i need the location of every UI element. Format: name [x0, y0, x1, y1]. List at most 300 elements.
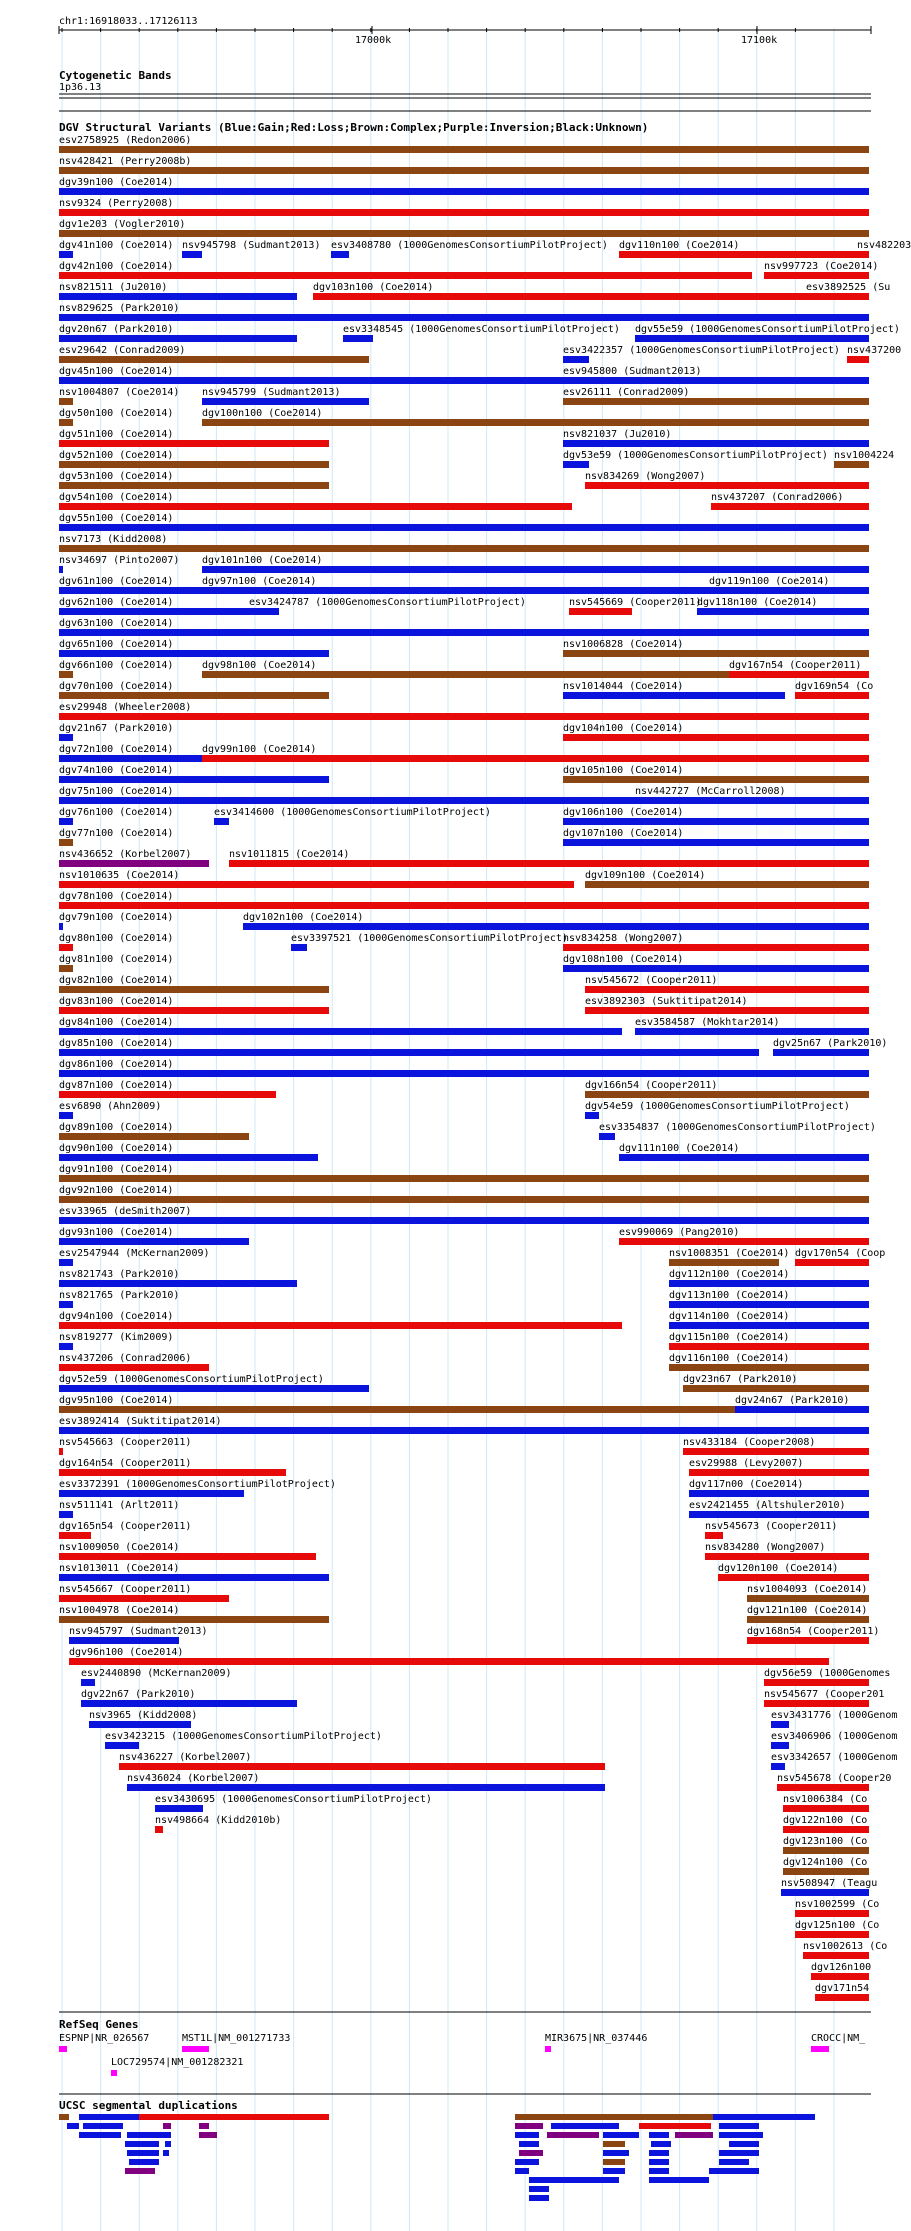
dgv-feature-label[interactable]: dgv102n100 (Coe2014) — [243, 912, 364, 923]
segdup-feature[interactable] — [639, 2123, 711, 2129]
segdup-feature[interactable] — [603, 2168, 625, 2174]
dgv-feature-label[interactable]: dgv84n100 (Coe2014) — [59, 1017, 174, 1028]
dgv-feature-bar[interactable] — [59, 650, 329, 657]
dgv-feature-label[interactable]: dgv56e59 (1000Genomes — [764, 1668, 891, 1679]
segdup-feature[interactable] — [125, 2141, 159, 2147]
dgv-feature-label[interactable]: nsv498664 (Kidd2010b) — [155, 1815, 282, 1826]
dgv-feature-label[interactable]: dgv99n100 (Coe2014) — [202, 744, 317, 755]
dgv-feature-label[interactable]: dgv106n100 (Coe2014) — [563, 807, 684, 818]
dgv-feature-label[interactable]: dgv120n100 (Coe2014) — [718, 1563, 839, 1574]
dgv-feature-bar[interactable] — [59, 1175, 869, 1182]
dgv-feature-bar[interactable] — [771, 1742, 789, 1749]
dgv-feature-label[interactable]: nsv1008351 (Coe2014) — [669, 1248, 790, 1259]
dgv-feature-label[interactable]: nsv545663 (Cooper2011) — [59, 1437, 192, 1448]
segdup-feature[interactable] — [603, 2159, 625, 2165]
dgv-feature-label[interactable]: dgv125n100 (Co — [795, 1920, 880, 1931]
dgv-feature-bar[interactable] — [697, 608, 869, 615]
dgv-feature-bar[interactable] — [59, 167, 869, 174]
dgv-feature-label[interactable]: nsv821037 (Ju2010) — [563, 429, 672, 440]
dgv-feature-bar[interactable] — [569, 608, 632, 615]
dgv-feature-bar[interactable] — [59, 524, 869, 531]
dgv-feature-label[interactable]: esv3348545 (1000GenomesConsortiumPilotProject) — [343, 324, 620, 335]
dgv-feature-bar[interactable] — [59, 209, 869, 216]
dgv-feature-label[interactable]: nsv834258 (Wong2007) — [563, 933, 684, 944]
dgv-feature-label[interactable]: esv3354837 (1000GenomesConsortiumPilotProject) — [599, 1122, 876, 1133]
dgv-feature-label[interactable]: nsv821743 (Park2010) — [59, 1269, 180, 1280]
dgv-feature-label[interactable]: dgv164n54 (Cooper2011) — [59, 1458, 192, 1469]
segdup-feature[interactable] — [719, 2132, 763, 2138]
dgv-feature-label[interactable]: esv3424787 (1000GenomesConsortiumPilotProject) — [249, 597, 526, 608]
dgv-feature-label[interactable]: dgv89n100 (Coe2014) — [59, 1122, 174, 1133]
dgv-feature-bar[interactable] — [155, 1826, 163, 1833]
dgv-feature-bar[interactable] — [59, 860, 209, 867]
refseq-gene-label[interactable]: CROCC|NM_ — [811, 2033, 866, 2044]
dgv-feature-label[interactable]: dgv39n100 (Coe2014) — [59, 177, 174, 188]
dgv-feature-label[interactable]: nsv437200 — [847, 345, 902, 356]
segdup-feature[interactable] — [649, 2132, 669, 2138]
segdup-feature[interactable] — [529, 2177, 619, 2183]
segdup-feature[interactable] — [127, 2132, 163, 2138]
dgv-feature-label[interactable]: nsv545669 (Cooper2011) — [569, 597, 702, 608]
dgv-feature-label[interactable]: dgv115n100 (Coe2014) — [669, 1332, 790, 1343]
dgv-feature-bar[interactable] — [563, 377, 869, 384]
segdup-feature[interactable] — [163, 2132, 171, 2138]
dgv-feature-bar[interactable] — [683, 1385, 869, 1392]
dgv-feature-bar[interactable] — [59, 1091, 276, 1098]
dgv-feature-label[interactable]: esv29642 (Conrad2009) — [59, 345, 186, 356]
dgv-feature-label[interactable]: dgv92n100 (Coe2014) — [59, 1185, 174, 1196]
dgv-feature-label[interactable]: dgv98n100 (Coe2014) — [202, 660, 317, 671]
segdup-feature[interactable] — [719, 2150, 759, 2156]
dgv-feature-label[interactable]: esv3406906 (1000Genom — [771, 1731, 898, 1742]
dgv-feature-label[interactable]: dgv66n100 (Coe2014) — [59, 660, 174, 671]
dgv-feature-bar[interactable] — [59, 1595, 229, 1602]
dgv-feature-bar[interactable] — [59, 1574, 329, 1581]
dgv-feature-bar[interactable] — [806, 293, 869, 300]
dgv-feature-label[interactable]: esv29948 (Wheeler2008) — [59, 702, 192, 713]
dgv-feature-bar[interactable] — [711, 503, 869, 510]
dgv-feature-label[interactable]: dgv82n100 (Coe2014) — [59, 975, 174, 986]
dgv-feature-bar[interactable] — [747, 1595, 869, 1602]
dgv-feature-label[interactable]: dgv169n54 (Co — [795, 681, 874, 692]
dgv-feature-label[interactable]: dgv86n100 (Coe2014) — [59, 1059, 174, 1070]
dgv-feature-bar[interactable] — [585, 1007, 869, 1014]
segdup-feature[interactable] — [515, 2159, 539, 2165]
dgv-feature-bar[interactable] — [635, 1028, 869, 1035]
segdup-feature[interactable] — [551, 2123, 619, 2129]
refseq-gene-glyph[interactable] — [182, 2046, 209, 2052]
dgv-feature-bar[interactable] — [59, 398, 73, 405]
dgv-feature-bar[interactable] — [59, 902, 869, 909]
dgv-feature-label[interactable]: dgv93n100 (Coe2014) — [59, 1227, 174, 1238]
dgv-feature-bar[interactable] — [59, 776, 329, 783]
dgv-feature-bar[interactable] — [59, 1070, 869, 1077]
dgv-feature-label[interactable]: esv2547944 (McKernan2009) — [59, 1248, 210, 1259]
dgv-feature-label[interactable]: dgv110n100 (Coe2014) — [619, 240, 740, 251]
dgv-feature-label[interactable]: esv2421455 (Altshuler2010) — [689, 1500, 846, 1511]
dgv-feature-bar[interactable] — [705, 1532, 723, 1539]
dgv-feature-bar[interactable] — [619, 251, 869, 258]
dgv-feature-bar[interactable] — [343, 335, 373, 342]
dgv-feature-label[interactable]: dgv104n100 (Coe2014) — [563, 723, 684, 734]
dgv-feature-bar[interactable] — [59, 272, 752, 279]
dgv-feature-label[interactable]: nsv1004807 (Coe2014) — [59, 387, 180, 398]
dgv-feature-bar[interactable] — [59, 923, 63, 930]
dgv-feature-bar[interactable] — [202, 755, 869, 762]
dgv-feature-label[interactable]: nsv829625 (Park2010) — [59, 303, 180, 314]
segdup-feature[interactable] — [547, 2132, 599, 2138]
dgv-feature-bar[interactable] — [669, 1364, 869, 1371]
dgv-feature-bar[interactable] — [599, 1133, 615, 1140]
dgv-feature-label[interactable]: dgv1e203 (Vogler2010) — [59, 219, 186, 230]
dgv-feature-bar[interactable] — [59, 944, 73, 951]
dgv-feature-bar[interactable] — [59, 1259, 73, 1266]
dgv-feature-bar[interactable] — [747, 1637, 869, 1644]
dgv-feature-label[interactable]: dgv105n100 (Coe2014) — [563, 765, 684, 776]
dgv-feature-bar[interactable] — [59, 1154, 318, 1161]
segdup-feature[interactable] — [529, 2195, 549, 2201]
dgv-feature-bar[interactable] — [834, 461, 869, 468]
dgv-feature-label[interactable]: dgv74n100 (Coe2014) — [59, 765, 174, 776]
dgv-feature-label[interactable]: dgv108n100 (Coe2014) — [563, 954, 684, 965]
dgv-feature-label[interactable]: nsv9324 (Perry2008) — [59, 198, 174, 209]
dgv-feature-bar[interactable] — [59, 251, 73, 258]
dgv-feature-bar[interactable] — [705, 1553, 869, 1560]
dgv-feature-label[interactable]: nsv1010635 (Coe2014) — [59, 870, 180, 881]
dgv-feature-bar[interactable] — [59, 818, 73, 825]
dgv-feature-bar[interactable] — [669, 1322, 869, 1329]
segdup-feature[interactable] — [729, 2141, 759, 2147]
dgv-feature-bar[interactable] — [59, 692, 329, 699]
dgv-feature-bar[interactable] — [202, 398, 369, 405]
refseq-gene-label[interactable]: MIR3675|NR_037446 — [545, 2033, 648, 2044]
dgv-feature-label[interactable]: dgv54e59 (1000GenomesConsortiumPilotProject) — [585, 1101, 850, 1112]
refseq-gene-glyph[interactable] — [811, 2046, 829, 2052]
segdup-feature[interactable] — [79, 2132, 121, 2138]
dgv-feature-label[interactable]: nsv997723 (Coe2014) — [764, 261, 879, 272]
segdup-feature[interactable] — [199, 2132, 217, 2138]
segdup-feature[interactable] — [529, 2186, 549, 2192]
dgv-feature-label[interactable]: dgv80n100 (Coe2014) — [59, 933, 174, 944]
dgv-feature-label[interactable]: dgv112n100 (Coe2014) — [669, 1269, 790, 1280]
dgv-feature-label[interactable]: dgv167n54 (Cooper2011) — [729, 660, 862, 671]
dgv-feature-label[interactable]: dgv85n100 (Coe2014) — [59, 1038, 174, 1049]
dgv-feature-bar[interactable] — [59, 965, 73, 972]
dgv-feature-label[interactable]: esv2440890 (McKernan2009) — [81, 1668, 232, 1679]
dgv-feature-label[interactable]: dgv79n100 (Coe2014) — [59, 912, 174, 923]
dgv-feature-label[interactable]: dgv76n100 (Coe2014) — [59, 807, 174, 818]
dgv-feature-bar[interactable] — [683, 1448, 869, 1455]
dgv-feature-label[interactable]: dgv24n67 (Park2010) — [735, 1395, 850, 1406]
dgv-feature-label[interactable]: nsv834269 (Wong2007) — [585, 471, 706, 482]
dgv-feature-bar[interactable] — [803, 1952, 869, 1959]
segdup-feature[interactable] — [127, 2150, 159, 2156]
dgv-feature-bar[interactable] — [81, 1679, 95, 1686]
dgv-feature-bar[interactable] — [811, 1973, 869, 1980]
segdup-feature[interactable] — [649, 2177, 709, 2183]
dgv-feature-label[interactable]: esv3422357 (1000GenomesConsortiumPilotProject) — [563, 345, 840, 356]
segdup-feature[interactable] — [603, 2150, 629, 2156]
dgv-feature-bar[interactable] — [709, 587, 869, 594]
dgv-feature-label[interactable]: dgv90n100 (Coe2014) — [59, 1143, 174, 1154]
refseq-gene-label[interactable]: MST1L|NM_001271733 — [182, 2033, 291, 2044]
dgv-feature-bar[interactable] — [59, 608, 249, 615]
dgv-feature-bar[interactable] — [563, 692, 785, 699]
dgv-feature-label[interactable]: esv3342657 (1000Genom — [771, 1752, 898, 1763]
dgv-feature-label[interactable]: nsv545672 (Cooper2011) — [585, 975, 718, 986]
dgv-feature-label[interactable]: dgv77n100 (Coe2014) — [59, 828, 174, 839]
dgv-feature-label[interactable]: dgv124n100 (Co — [783, 1857, 868, 1868]
dgv-feature-label[interactable]: dgv96n100 (Coe2014) — [69, 1647, 184, 1658]
dgv-feature-label[interactable]: nsv1006384 (Co — [783, 1794, 868, 1805]
dgv-feature-label[interactable]: nsv436652 (Korbel2007) — [59, 849, 192, 860]
segdup-feature[interactable] — [139, 2114, 329, 2120]
dgv-feature-label[interactable]: esv3892525 (Su — [806, 282, 891, 293]
segdup-feature[interactable] — [713, 2114, 815, 2120]
dgv-feature-label[interactable]: dgv165n54 (Cooper2011) — [59, 1521, 192, 1532]
dgv-feature-label[interactable]: dgv41n100 (Coe2014) — [59, 240, 174, 251]
dgv-feature-label[interactable]: dgv52e59 (1000GenomesConsortiumPilotProject) — [59, 1374, 324, 1385]
segdup-feature[interactable] — [603, 2132, 639, 2138]
dgv-feature-label[interactable]: nsv437207 (Conrad2006) — [711, 492, 844, 503]
dgv-feature-bar[interactable] — [729, 671, 869, 678]
segdup-feature[interactable] — [165, 2141, 171, 2147]
dgv-feature-bar[interactable] — [59, 1112, 73, 1119]
dgv-feature-label[interactable]: esv2758925 (Redon2006) — [59, 135, 192, 146]
dgv-feature-label[interactable]: dgv107n100 (Coe2014) — [563, 828, 684, 839]
dgv-feature-bar[interactable] — [585, 1112, 599, 1119]
dgv-feature-bar[interactable] — [669, 1280, 869, 1287]
dgv-feature-bar[interactable] — [59, 1616, 329, 1623]
dgv-feature-label[interactable]: dgv113n100 (Coe2014) — [669, 1290, 790, 1301]
dgv-feature-bar[interactable] — [563, 965, 869, 972]
dgv-feature-bar[interactable] — [795, 1259, 869, 1266]
dgv-feature-label[interactable]: dgv170n54 (Coop — [795, 1248, 886, 1259]
dgv-feature-label[interactable]: dgv51n100 (Coe2014) — [59, 429, 174, 440]
dgv-feature-bar[interactable] — [59, 230, 869, 237]
segdup-feature[interactable] — [603, 2141, 625, 2147]
dgv-feature-label[interactable]: dgv109n100 (Coe2014) — [585, 870, 706, 881]
dgv-feature-label[interactable]: nsv545673 (Cooper2011) — [705, 1521, 838, 1532]
segdup-feature[interactable] — [125, 2168, 155, 2174]
dgv-feature-bar[interactable] — [59, 734, 73, 741]
dgv-feature-bar[interactable] — [585, 881, 869, 888]
dgv-feature-bar[interactable] — [59, 629, 869, 636]
segdup-feature[interactable] — [79, 2114, 139, 2120]
dgv-feature-bar[interactable] — [59, 335, 297, 342]
segdup-feature[interactable] — [129, 2159, 159, 2165]
dgv-feature-label[interactable]: esv945800 (Sudmant2013) — [563, 366, 702, 377]
dgv-feature-label[interactable]: dgv168n54 (Cooper2011) — [747, 1626, 880, 1637]
dgv-feature-label[interactable]: dgv100n100 (Coe2014) — [202, 408, 323, 419]
dgv-feature-bar[interactable] — [783, 1868, 869, 1875]
dgv-feature-label[interactable]: dgv21n67 (Park2010) — [59, 723, 174, 734]
segdup-feature[interactable] — [651, 2141, 671, 2147]
dgv-feature-bar[interactable] — [619, 1238, 869, 1245]
dgv-feature-label[interactable]: nsv433184 (Cooper2008) — [683, 1437, 816, 1448]
dgv-feature-bar[interactable] — [783, 1847, 869, 1854]
dgv-feature-bar[interactable] — [59, 419, 73, 426]
dgv-feature-label[interactable]: esv3430695 (1000GenomesConsortiumPilotProject) — [155, 1794, 432, 1805]
dgv-feature-bar[interactable] — [795, 692, 869, 699]
dgv-feature-bar[interactable] — [635, 335, 869, 342]
dgv-feature-bar[interactable] — [669, 1259, 779, 1266]
dgv-feature-bar[interactable] — [291, 944, 307, 951]
dgv-feature-label[interactable]: nsv821511 (Ju2010) — [59, 282, 168, 293]
dgv-feature-label[interactable]: dgv62n100 (Coe2014) — [59, 597, 174, 608]
dgv-feature-label[interactable]: dgv22n67 (Park2010) — [81, 1689, 196, 1700]
dgv-feature-bar[interactable] — [182, 251, 202, 258]
dgv-feature-bar[interactable] — [59, 1217, 869, 1224]
dgv-feature-label[interactable]: nsv7173 (Kidd2008) — [59, 534, 168, 545]
dgv-feature-bar[interactable] — [795, 1910, 869, 1917]
dgv-feature-label[interactable]: dgv123n100 (Co — [783, 1836, 868, 1847]
segdup-feature[interactable] — [675, 2132, 713, 2138]
dgv-feature-label[interactable]: dgv54n100 (Coe2014) — [59, 492, 174, 503]
dgv-feature-bar[interactable] — [563, 461, 589, 468]
segdup-feature[interactable] — [163, 2123, 171, 2129]
dgv-feature-bar[interactable] — [59, 1511, 73, 1518]
dgv-feature-bar[interactable] — [689, 1490, 869, 1497]
dgv-feature-label[interactable]: dgv114n100 (Coe2014) — [669, 1311, 790, 1322]
dgv-feature-label[interactable]: dgv55n100 (Coe2014) — [59, 513, 174, 524]
dgv-feature-bar[interactable] — [89, 1721, 191, 1728]
dgv-feature-bar[interactable] — [563, 776, 869, 783]
dgv-feature-bar[interactable] — [249, 608, 279, 615]
dgv-feature-bar[interactable] — [781, 1889, 869, 1896]
dgv-feature-bar[interactable] — [59, 1301, 73, 1308]
dgv-feature-label[interactable]: nsv545667 (Cooper2011) — [59, 1584, 192, 1595]
segdup-feature[interactable] — [719, 2159, 749, 2165]
dgv-feature-bar[interactable] — [59, 503, 572, 510]
dgv-feature-label[interactable]: esv3423215 (1000GenomesConsortiumPilotProject) — [105, 1731, 382, 1742]
dgv-feature-bar[interactable] — [735, 1406, 869, 1413]
dgv-feature-label[interactable]: dgv72n100 (Coe2014) — [59, 744, 174, 755]
dgv-feature-bar[interactable] — [59, 1532, 91, 1539]
dgv-feature-bar[interactable] — [619, 1154, 869, 1161]
dgv-feature-bar[interactable] — [773, 1049, 869, 1056]
dgv-feature-label[interactable]: dgv118n100 (Coe2014) — [697, 597, 818, 608]
dgv-feature-bar[interactable] — [585, 482, 869, 489]
dgv-feature-label[interactable]: dgv166n54 (Cooper2011) — [585, 1080, 718, 1091]
dgv-feature-label[interactable]: nsv442727 (McCarroll2008) — [635, 786, 786, 797]
dgv-feature-label[interactable]: dgv63n100 (Coe2014) — [59, 618, 174, 629]
dgv-feature-label[interactable]: dgv103n100 (Coe2014) — [313, 282, 434, 293]
dgv-feature-bar[interactable] — [563, 650, 869, 657]
dgv-feature-label[interactable]: dgv111n100 (Coe2014) — [619, 1143, 740, 1154]
dgv-feature-label[interactable]: nsv482203 — [857, 240, 911, 251]
dgv-feature-bar[interactable] — [59, 188, 869, 195]
dgv-feature-label[interactable]: nsv1014044 (Coe2014) — [563, 681, 684, 692]
dgv-feature-bar[interactable] — [59, 1280, 297, 1287]
dgv-feature-bar[interactable] — [563, 356, 589, 363]
dgv-feature-bar[interactable] — [59, 1553, 316, 1560]
dgv-feature-bar[interactable] — [313, 293, 869, 300]
dgv-feature-bar[interactable] — [59, 1448, 63, 1455]
dgv-feature-bar[interactable] — [777, 1784, 869, 1791]
dgv-feature-bar[interactable] — [59, 1427, 869, 1434]
dgv-feature-bar[interactable] — [69, 1637, 179, 1644]
dgv-feature-bar[interactable] — [585, 1091, 869, 1098]
segdup-feature[interactable] — [515, 2114, 713, 2120]
dgv-feature-label[interactable]: dgv78n100 (Coe2014) — [59, 891, 174, 902]
dgv-feature-label[interactable]: nsv1004224 — [834, 450, 895, 461]
dgv-feature-label[interactable]: nsv437206 (Conrad2006) — [59, 1353, 192, 1364]
dgv-feature-label[interactable]: esv3397521 (1000GenomesConsortiumPilotProject) — [291, 933, 568, 944]
dgv-feature-label[interactable]: dgv55e59 (1000GenomesConsortiumPilotProject) — [635, 324, 900, 335]
dgv-feature-label[interactable]: dgv126n100 — [811, 1962, 872, 1973]
dgv-feature-bar[interactable] — [214, 818, 229, 825]
segdup-feature[interactable] — [649, 2168, 669, 2174]
dgv-feature-bar[interactable] — [59, 1385, 369, 1392]
segdup-feature[interactable] — [67, 2123, 79, 2129]
dgv-feature-bar[interactable] — [202, 419, 869, 426]
dgv-feature-bar[interactable] — [563, 818, 869, 825]
dgv-feature-bar[interactable] — [783, 1805, 869, 1812]
segdup-feature[interactable] — [515, 2123, 543, 2129]
dgv-feature-label[interactable]: nsv1004978 (Coe2014) — [59, 1605, 180, 1616]
dgv-feature-bar[interactable] — [783, 1826, 869, 1833]
dgv-feature-label[interactable]: dgv117n00 (Coe2014) — [689, 1479, 804, 1490]
segdup-feature[interactable] — [83, 2123, 123, 2129]
dgv-feature-label[interactable]: dgv53n100 (Coe2014) — [59, 471, 174, 482]
dgv-feature-label[interactable]: dgv50n100 (Coe2014) — [59, 408, 174, 419]
segdup-feature[interactable] — [719, 2123, 759, 2129]
dgv-feature-bar[interactable] — [764, 1700, 869, 1707]
dgv-feature-bar[interactable] — [718, 1574, 869, 1581]
dgv-feature-bar[interactable] — [59, 839, 73, 846]
dgv-feature-bar[interactable] — [795, 1931, 869, 1938]
dgv-feature-label[interactable]: esv26111 (Conrad2009) — [563, 387, 690, 398]
dgv-feature-bar[interactable] — [59, 1490, 244, 1497]
dgv-feature-bar[interactable] — [59, 1469, 286, 1476]
dgv-feature-bar[interactable] — [585, 986, 869, 993]
dgv-feature-label[interactable]: nsv3965 (Kidd2008) — [89, 1710, 198, 1721]
dgv-feature-bar[interactable] — [59, 146, 869, 153]
dgv-feature-label[interactable]: esv29988 (Levy2007) — [689, 1458, 804, 1469]
dgv-feature-label[interactable]: esv3431776 (1000Genom — [771, 1710, 898, 1721]
dgv-feature-label[interactable]: nsv945799 (Sudmant2013) — [202, 387, 341, 398]
dgv-feature-bar[interactable] — [243, 923, 869, 930]
dgv-feature-bar[interactable] — [563, 839, 869, 846]
dgv-feature-label[interactable]: nsv1011815 (Coe2014) — [229, 849, 350, 860]
dgv-feature-label[interactable]: nsv1009050 (Coe2014) — [59, 1542, 180, 1553]
dgv-feature-label[interactable]: esv3892303 (Suktitipat2014) — [585, 996, 748, 1007]
dgv-feature-label[interactable]: dgv119n100 (Coe2014) — [709, 576, 830, 587]
dgv-feature-bar[interactable] — [59, 1343, 73, 1350]
dgv-feature-bar[interactable] — [669, 1301, 869, 1308]
dgv-feature-label[interactable]: esv990069 (Pang2010) — [619, 1227, 740, 1238]
dgv-feature-label[interactable]: esv33965 (deSmith2007) — [59, 1206, 192, 1217]
dgv-feature-label[interactable]: nsv1002599 (Co — [795, 1899, 880, 1910]
dgv-feature-label[interactable]: dgv23n67 (Park2010) — [683, 1374, 798, 1385]
dgv-feature-bar[interactable] — [59, 881, 574, 888]
dgv-feature-label[interactable]: esv3372391 (1000GenomesConsortiumPilotProject) — [59, 1479, 336, 1490]
dgv-feature-bar[interactable] — [59, 1007, 329, 1014]
dgv-feature-label[interactable]: esv3408780 (1000GenomesConsortiumPilotProject) — [331, 240, 608, 251]
dgv-feature-bar[interactable] — [815, 1994, 869, 2001]
refseq-gene-glyph[interactable] — [545, 2046, 551, 2052]
segdup-feature[interactable] — [515, 2132, 539, 2138]
dgv-feature-bar[interactable] — [563, 734, 869, 741]
dgv-feature-bar[interactable] — [202, 566, 869, 573]
dgv-feature-bar[interactable] — [59, 1238, 249, 1245]
dgv-feature-bar[interactable] — [229, 860, 869, 867]
dgv-feature-label[interactable]: esv6890 (Ahn2009) — [59, 1101, 162, 1112]
dgv-feature-bar[interactable] — [119, 1763, 605, 1770]
dgv-feature-label[interactable]: dgv83n100 (Coe2014) — [59, 996, 174, 1007]
dgv-feature-bar[interactable] — [59, 1196, 869, 1203]
